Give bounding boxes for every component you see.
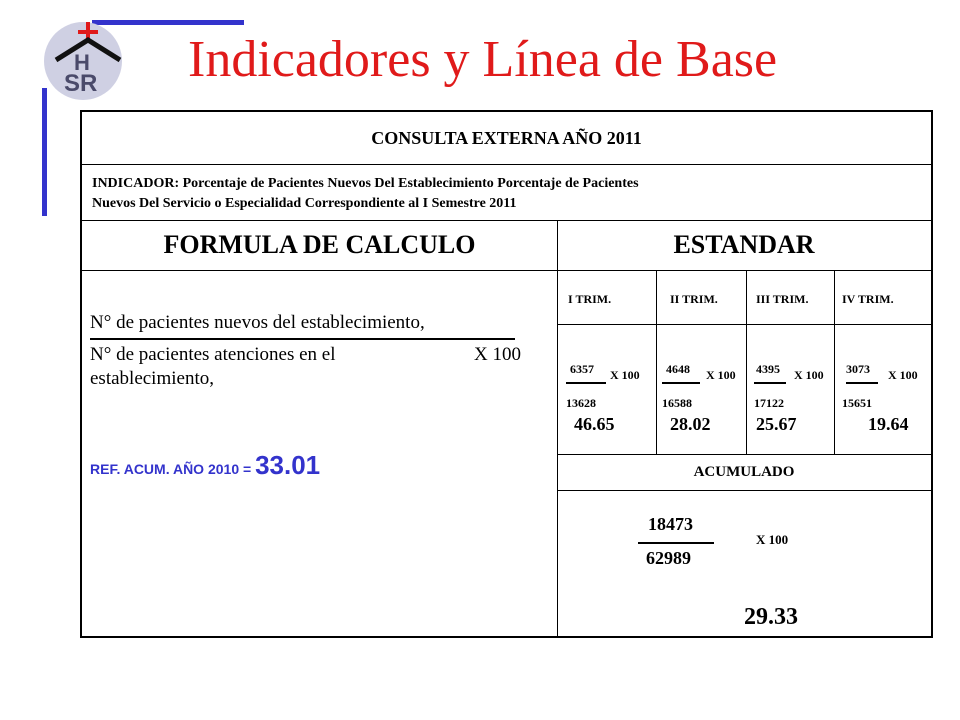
accumulated-result: 29.33 — [744, 604, 798, 630]
accumulated-denominator: 62989 — [646, 548, 691, 568]
quarter-fraction-line — [566, 382, 606, 384]
quarter-result: 19.64 — [868, 414, 909, 434]
standard-column-header: ESTANDAR — [673, 230, 815, 259]
left-accent-bar — [42, 88, 47, 216]
quarter-multiplier: X 100 — [888, 368, 918, 382]
page-title: Indicadores y Línea de Base — [188, 31, 778, 88]
quarter-denominator: 15651 — [842, 396, 872, 410]
quarter-result: 46.65 — [574, 414, 615, 434]
formula-fraction-line — [90, 338, 515, 340]
quarter-result: 25.67 — [756, 414, 797, 434]
formula-denominator-2: establecimiento, — [90, 368, 214, 389]
formula-numerator: N° de pacientes nuevos del establecimiento, — [90, 312, 425, 333]
reference-value — [90, 450, 320, 481]
quarter-denominator: 13628 — [566, 396, 596, 410]
quarter-fraction-line — [846, 382, 878, 384]
quarter-numerator: 4648 — [666, 362, 690, 376]
quarter-denominator: 16588 — [662, 396, 692, 410]
formula-denominator-1: N° de pacientes atenciones en el — [90, 344, 336, 365]
quarter-multiplier: X 100 — [610, 368, 640, 382]
quarter-numerator: 4395 — [756, 362, 780, 376]
quarter-denominator: 17122 — [754, 396, 784, 410]
formula-column-header: FORMULA DE CALCULO — [163, 230, 476, 259]
hospital-logo — [44, 22, 122, 100]
quarter-multiplier: X 100 — [706, 368, 736, 382]
accumulated-fraction-line — [638, 542, 714, 544]
logo-letters-sr: SR — [64, 70, 98, 97]
quarter-label: III TRIM. — [756, 292, 809, 306]
quarter-multiplier: X 100 — [794, 368, 824, 382]
quarter-numerator: 3073 — [846, 362, 870, 376]
quarter-label: IV TRIM. — [842, 292, 894, 306]
table-header: CONSULTA EXTERNA AÑO 2011 — [371, 128, 642, 148]
indicator-line-2: Nuevos Del Servicio o Especialidad Correspondiente al I Semestre 2011 — [92, 196, 517, 211]
accumulated-numerator: 18473 — [648, 514, 693, 534]
accumulated-label: ACUMULADO — [693, 464, 795, 480]
quarter-numerator: 6357 — [570, 362, 594, 376]
reference-label: REF. ACUM. AÑO 2010 = — [90, 461, 256, 477]
quarter-label: II TRIM. — [670, 292, 718, 306]
quarter-label: I TRIM. — [568, 292, 612, 306]
accumulated-multiplier: X 100 — [756, 532, 789, 547]
quarter-fraction-line — [754, 382, 786, 384]
logo-letter-h: H — [74, 50, 90, 75]
quarter-result: 28.02 — [670, 414, 711, 434]
reference-number: 33.01 — [255, 450, 321, 480]
indicator-line-1: INDICADOR: Porcentaje de Pacientes Nuevos Del Establecimiento Porcentaje de Pacientes — [92, 176, 639, 191]
quarter-fraction-line — [662, 382, 700, 384]
indicator-table — [80, 110, 933, 638]
formula-multiplier: X 100 — [474, 344, 521, 365]
